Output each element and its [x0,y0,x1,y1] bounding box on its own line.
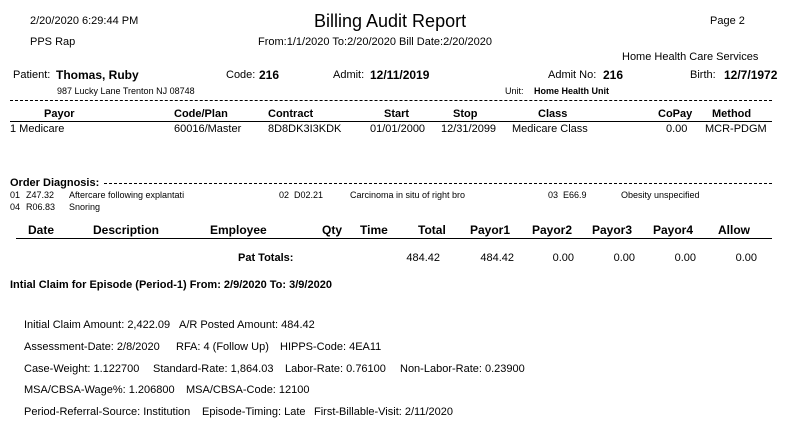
code-label: Code: [226,69,256,81]
payor-cell: 60016/Master [174,123,242,135]
patient-code: 216 [259,68,280,82]
diag-num: 01 [10,190,21,200]
col-code-plan: Code/Plan [174,108,228,120]
claim-field: Standard-Rate: 1,864.03 [153,363,274,375]
separator-2 [104,183,772,184]
page-number: Page 2 [710,15,745,27]
payor-cell: 1 Medicare [10,123,65,135]
claim-title: Intial Claim for Episode (Period-1) From: 2/9/2020 To: 3/9/2020 [10,279,332,291]
patient-address: 987 Lucky Lane Trenton NJ 08748 [57,86,195,96]
col-contract: Contract [268,108,314,120]
claim-field: Case-Weight: 1.122700 [24,363,140,375]
payor1-value: 484.42 [480,252,514,264]
payor-header-rule [10,121,772,122]
col-copay: CoPay [658,108,693,120]
report-title: Billing Audit Report [314,11,467,31]
date-range: From:1/1/2020 To:2/20/2020 Bill Date:2/20/2020 [258,36,493,48]
claim-field: Period-Referral-Source: Institution [24,406,191,418]
claim-field: Assessment-Date: 2/8/2020 [24,341,160,353]
diag-code: D02.21 [294,190,324,200]
col-qty: Qty [322,223,343,237]
col-allow: Allow [718,223,750,237]
col-time: Time [360,223,388,237]
diag-code: R06.83 [26,202,56,212]
col-employee: Employee [210,223,267,237]
col-payor1: Payor1 [470,223,511,237]
birth-label: Birth: [690,69,716,81]
col-total: Total [418,223,446,237]
claim-field: MSA/CBSA-Wage%: 1.206800 [24,384,175,396]
col-start: Start [384,108,410,120]
unit-label: Unit: [505,86,524,96]
birth-date: 12/7/1972 [724,68,778,82]
report-type: PPS Rap [30,36,76,48]
payor-cell: 12/31/2099 [441,123,497,135]
col-stop: Stop [453,108,478,120]
diag-desc: Carcinoma in situ of right bro [350,190,466,200]
payor-cell: 01/01/2000 [370,123,426,135]
diag-num: 02 [279,190,290,200]
col-payor: Payor [44,108,75,120]
col-date: Date [28,223,55,237]
admit-date: 12/11/2019 [370,68,430,82]
claim-field: MSA/CBSA-Code: 12100 [186,384,310,396]
col-payor2: Payor2 [532,223,573,237]
claim-field: A/R Posted Amount: 484.42 [179,319,315,331]
claim-field: Non-Labor-Rate: 0.23900 [400,363,525,375]
col-description: Description [93,223,160,237]
diag-desc: Snoring [69,202,101,212]
patient-name: Thomas, Ruby [56,68,139,82]
payor-cell: Medicare Class [512,123,588,135]
admit-label: Admit: [333,69,365,81]
col-payor3: Payor3 [592,223,633,237]
admit-number: 216 [603,68,624,82]
diagnosis-title: Order Diagnosis: [10,177,100,189]
payor3-value: 0.00 [613,252,635,264]
claim-field: Initial Claim Amount: 2,422.09 [24,319,171,331]
charges-header-rule [16,238,772,239]
col-class: Class [538,108,568,120]
col-method: Method [712,108,752,120]
diag-desc: Aftercare following explantati [69,190,185,200]
payor-cell: MCR-PDGM [705,123,767,135]
admit-no-label: Admit No: [548,69,597,81]
claim-field: Labor-Rate: 0.76100 [285,363,386,375]
claim-field: HIPPS-Code: 4EA11 [280,341,382,353]
diag-num: 04 [10,202,21,212]
claim-field: Episode-Timing: Late [202,406,306,418]
separator-1 [10,100,772,101]
diag-code: Z47.32 [26,190,55,200]
printed-timestamp: 2/20/2020 6:29:44 PM [30,15,139,27]
payor-cell: 8D8DK3I3KDK [268,123,342,135]
diag-code: E66.9 [563,190,587,200]
claim-field: RFA: 4 (Follow Up) [176,341,269,353]
unit-name: Home Health Unit [534,86,610,96]
agency-name: Home Health Care Services [622,51,759,63]
payor-cell: 0.00 [666,123,688,135]
pat-totals-label: Pat Totals: [238,252,294,264]
total-value: 484.42 [406,252,440,264]
claim-field: First-Billable-Visit: 2/11/2020 [314,406,453,418]
payor2-value: 0.00 [552,252,574,264]
diag-desc: Obesity unspecified [621,190,700,200]
payor4-value: 0.00 [674,252,696,264]
patient-label: Patient: [13,69,51,81]
diag-num: 03 [548,190,559,200]
col-payor4: Payor4 [653,223,694,237]
allow-value: 0.00 [735,252,757,264]
